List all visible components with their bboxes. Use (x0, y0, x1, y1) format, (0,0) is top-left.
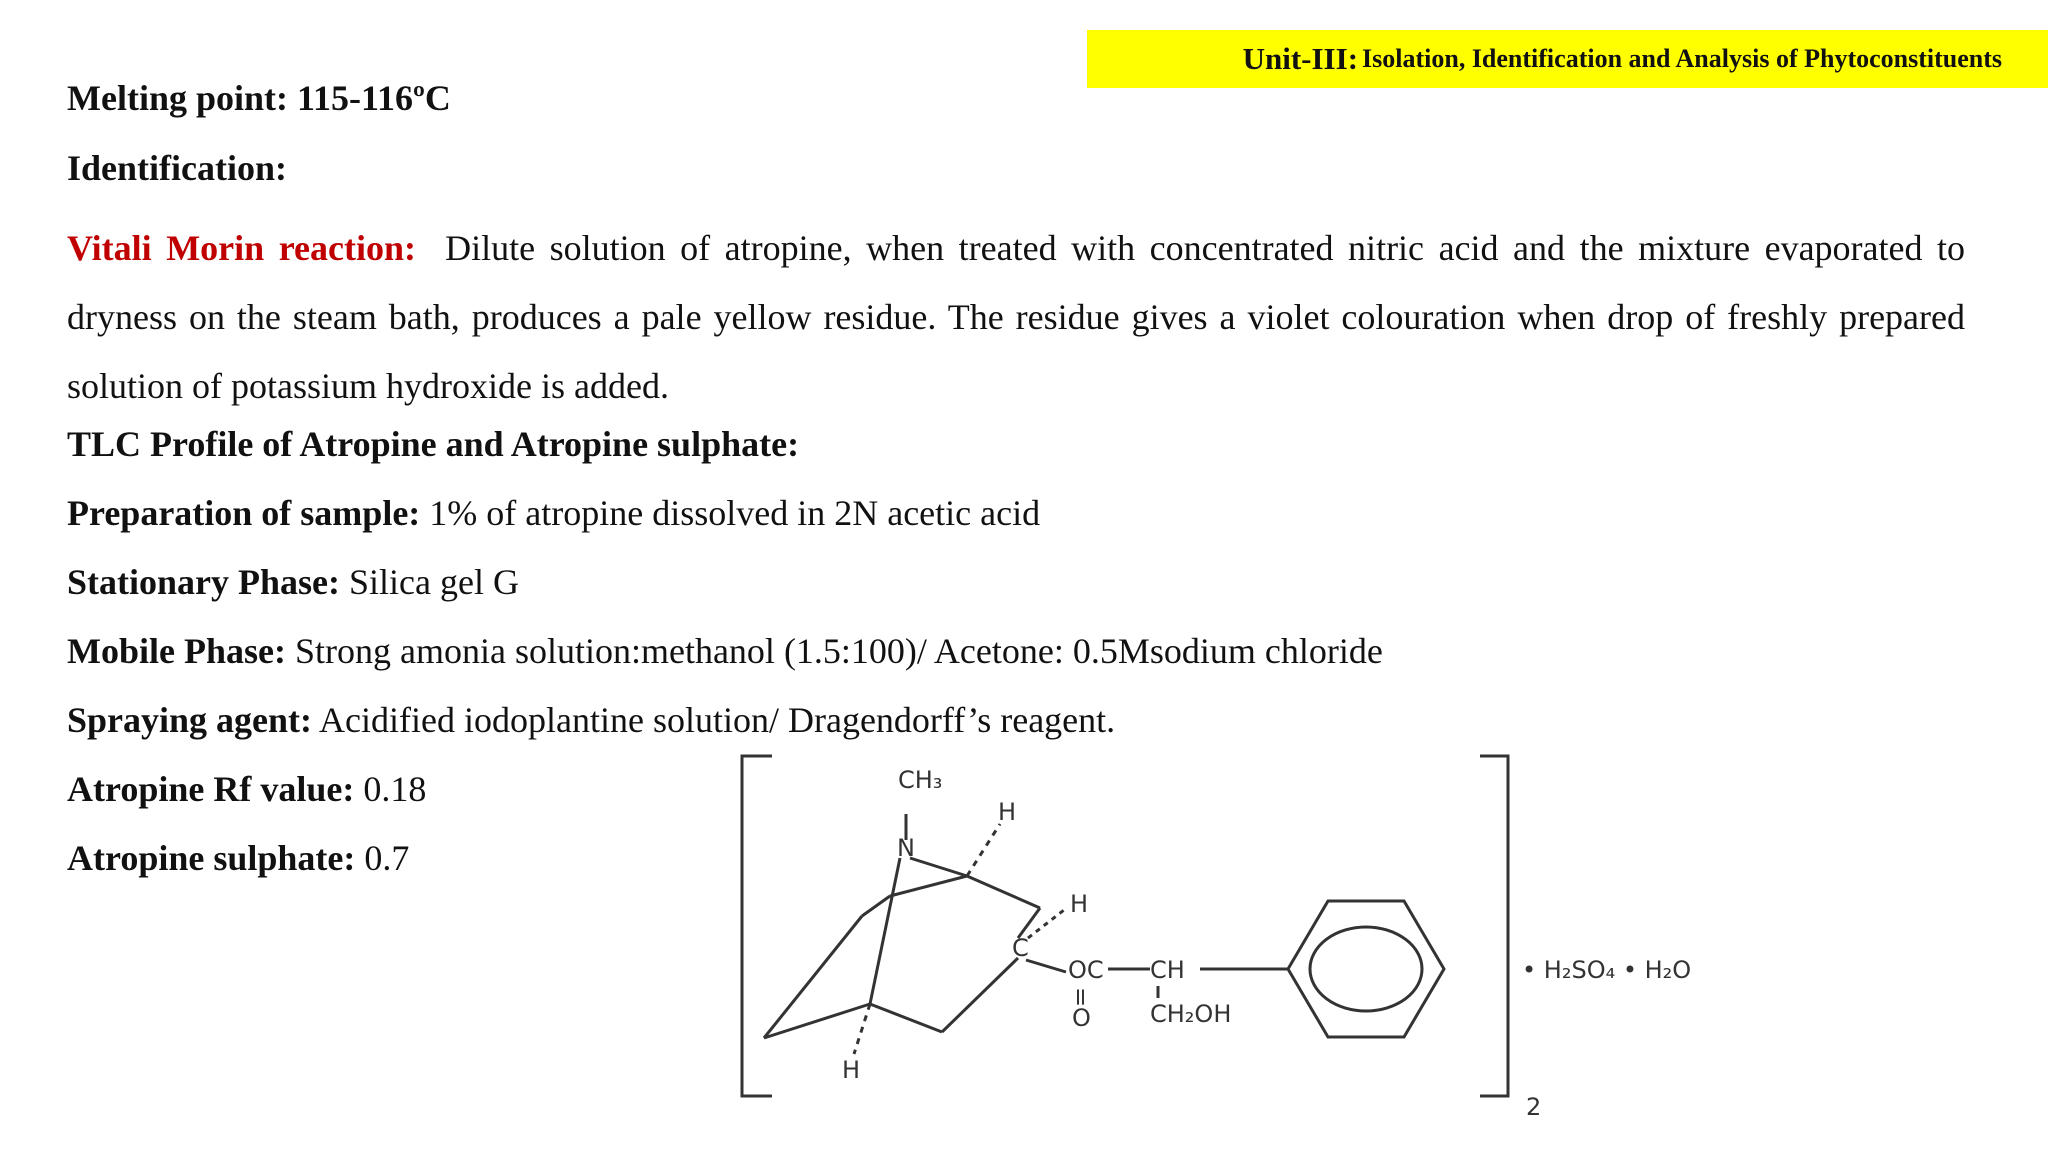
right-bracket (1480, 756, 1508, 1096)
ch3-label: CH₃ (898, 766, 943, 794)
n-bridge-bond (870, 858, 900, 1004)
hashed-h-bond-c (1028, 910, 1064, 938)
tlc-heading-text: TLC Profile of Atropine and Atropine sulphate: (67, 424, 800, 464)
identification-heading (67, 146, 287, 190)
atropine-sulphate-value: 0.7 (364, 838, 410, 878)
c-oc-bond (1026, 960, 1066, 972)
atropine-sulphate-structure (730, 746, 1710, 1126)
h-label-top: H (998, 798, 1017, 826)
h-label-bottom: H (842, 1056, 861, 1084)
salt-label: • H₂SO₄ • H₂O (1522, 956, 1692, 984)
stationary-phase-line (67, 560, 519, 604)
atropine-rf-value: 0.18 (363, 769, 427, 809)
mobile-phase-value: Strong amonia solution:methanol (1.5:100)/ Acetone: 0.5Msodium chloride (294, 631, 1383, 671)
stationary-phase-value: Silica gel G (349, 562, 519, 602)
ch-label: CH (1150, 956, 1185, 984)
vitali-morin-label: Vitali Morin reaction: (67, 228, 416, 268)
melting-point-text: Melting point: 115-116ºC (67, 78, 451, 118)
mobile-phase-line (67, 629, 1383, 673)
hashed-h-bond-bottom (854, 1004, 870, 1054)
o-label: O (1072, 1004, 1091, 1032)
spraying-agent-line (67, 698, 1115, 742)
preparation-line (67, 491, 1040, 535)
melting-point-line (67, 76, 451, 120)
lower-ring-bond (870, 1004, 942, 1032)
atropine-rf-line (67, 767, 426, 811)
atropine-rf-label: Atropine Rf value: (67, 769, 355, 809)
n-label: N (897, 834, 915, 862)
unit-label: Unit-III: (1242, 41, 1359, 76)
n-bridgehead-bond (910, 858, 967, 876)
identification-heading-text: Identification: (67, 148, 287, 188)
unit-title: Isolation, Identification and Analysis of Phytoconstituents (1362, 44, 2002, 73)
bridgehead-left-bond (764, 1004, 870, 1038)
mobile-phase-label: Mobile Phase: (67, 631, 286, 671)
benzene-aromatic-circle (1310, 927, 1422, 1011)
left-upper-bond (764, 916, 862, 1038)
atropine-sulphate-line (67, 836, 409, 880)
spraying-agent-label: Spraying agent: (67, 700, 313, 740)
vitali-morin-paragraph (67, 214, 1965, 421)
bracket-subscript: 2 (1526, 1093, 1542, 1121)
vitali-morin-text: Dilute solution of atropine, when treated with concentrated nitric acid and the mixture evaporated to dryness on the steam bath, produces a pale yellow residue. The residue gives a violet colouration when drop of freshly prepared solution of potassium hydroxide is added. (67, 228, 1966, 406)
oc-label: OC (1068, 956, 1104, 984)
bridgehead-ch2-bond (967, 876, 1040, 908)
atropine-sulphate-label: Atropine sulphate: (67, 838, 356, 878)
tlc-heading (67, 422, 799, 466)
preparation-value: 1% of atropine dissolved in 2N acetic acid (429, 493, 1041, 533)
left-bracket (742, 756, 772, 1096)
preparation-label: Preparation of sample: (67, 493, 421, 533)
ch2oh-label: CH₂OH (1150, 1000, 1232, 1028)
spraying-agent-value: Acidified iodoplantine solution/ Dragendorff’s reagent. (319, 700, 1116, 740)
left-top-bond (862, 896, 890, 916)
c-ch2-lower-bond (942, 958, 1018, 1032)
wedge-back-bond (890, 876, 967, 896)
h-label-c: H (1070, 890, 1089, 918)
hashed-h-bond-top (967, 824, 1000, 876)
c-label: C (1012, 934, 1029, 962)
unit-header-banner (1087, 30, 2048, 88)
double-bond-label: = (1067, 987, 1095, 1008)
stationary-phase-label: Stationary Phase: (67, 562, 340, 602)
